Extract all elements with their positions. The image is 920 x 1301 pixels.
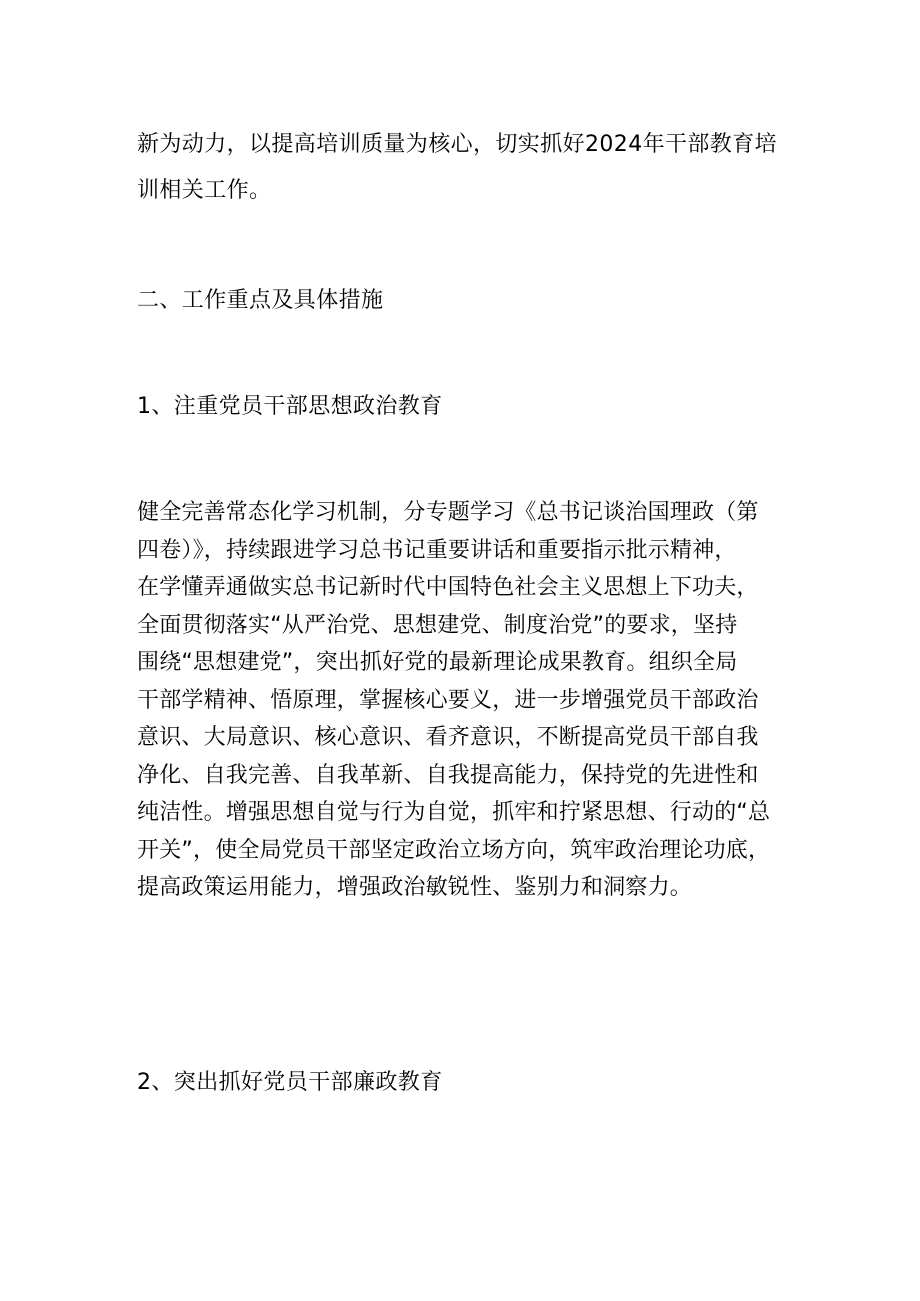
item1-line-2: 四卷）》，持续跟进学习总书记重要讲话和重要指示批示精神，	[137, 537, 737, 563]
item1-line-9: 纯洁性。增强思想自觉与行为自觉，抓牢和拧紧思想、行动的“总	[137, 800, 771, 825]
section-heading: 二、工作重点及具体措施	[137, 288, 384, 313]
item1-line-11: 提高政策运用能力，增强政治敏锐性、鉴别力和洞察力。	[137, 875, 693, 900]
intro-line-2: 训相关工作。	[137, 178, 272, 203]
item1-line-8: 净化、自我完善、自我革新、自我提高能力，保持党的先进性和	[137, 762, 759, 788]
item1-heading: 1、注重党员干部思想政治教育	[137, 394, 443, 419]
item2-heading: 2、突出抓好党员干部廉政教育	[137, 1070, 443, 1095]
item1-line-4: 全面贯彻落实“从严治党、思想建党、制度治党”的要求，坚持	[137, 612, 738, 638]
item1-line-5: 围绕“思想建党”，突出抓好党的最新理论成果教育。组织全局	[137, 650, 738, 675]
item1-line-1: 健全完善常态化学习机制，分专题学习《总书记谈治国理政（第	[137, 500, 759, 525]
item1-line-6: 干部学精神、悟原理，掌握核心要义，进一步增强党员干部政治	[137, 687, 759, 713]
item1-line-3: 在学懂弄通做实总书记新时代中国特色社会主义思想上下功夫，	[137, 575, 759, 600]
intro-line-1: 新为动力，以提高培训质量为核心，切实抓好2024年干部教育培	[137, 132, 777, 157]
item1-line-10: 开关”，使全局党员干部坚定政治立场方向，筑牢政治理论功底，	[137, 837, 771, 863]
item1-paragraph	[137, 494, 797, 907]
item1-line-7: 意识、大局意识、核心意识、看齐意识，不断提高党员干部自我	[137, 725, 759, 750]
